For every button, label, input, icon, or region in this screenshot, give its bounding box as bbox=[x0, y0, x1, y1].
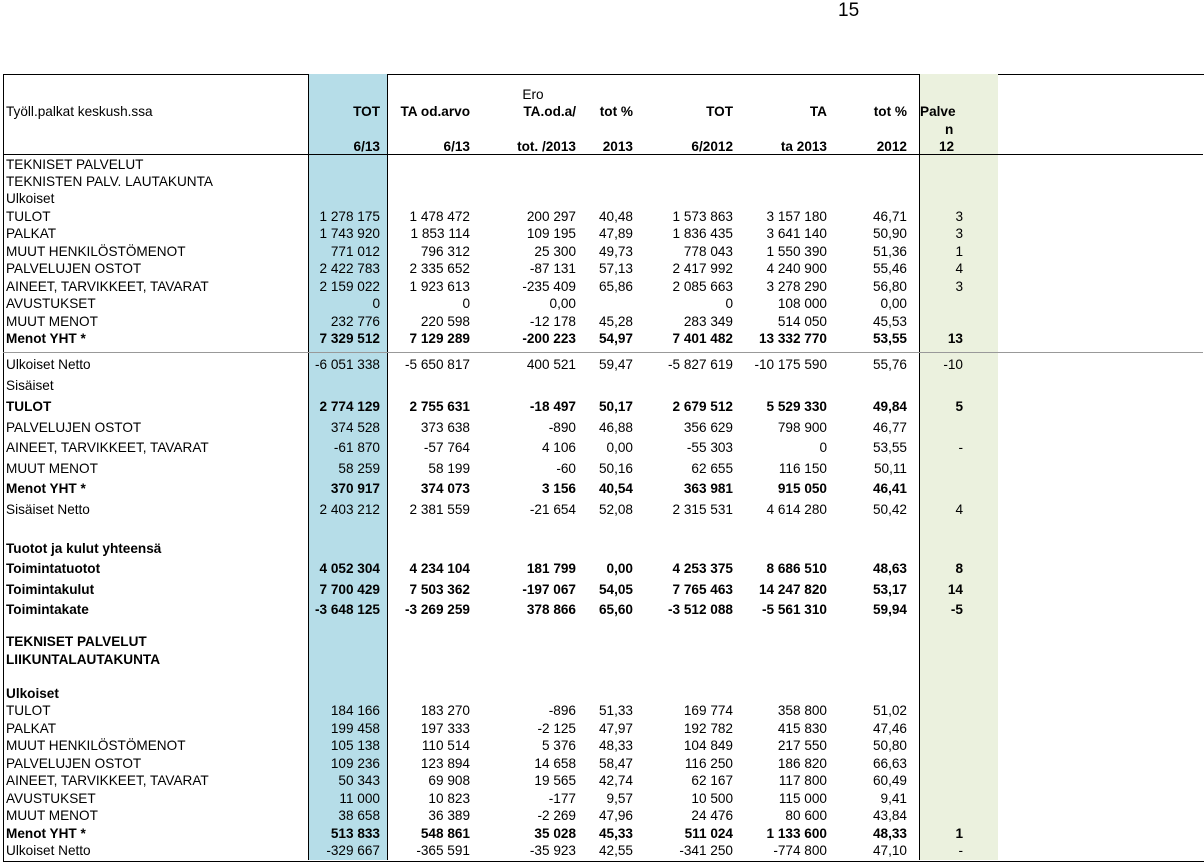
table-cell: 14 247 820 bbox=[758, 582, 827, 597]
header-subcol-2: tot. /2013 bbox=[517, 139, 576, 154]
table-cell: 7 765 463 bbox=[672, 582, 733, 597]
table-cell: 3 641 140 bbox=[766, 226, 827, 241]
table-cell: 62 167 bbox=[691, 773, 733, 788]
table-cell: 58 259 bbox=[338, 461, 380, 476]
table-cell: -200 223 bbox=[522, 331, 576, 346]
table-row bbox=[3, 190, 1203, 207]
table-cell: 220 598 bbox=[420, 314, 470, 329]
table-cell: -55 303 bbox=[686, 440, 733, 455]
table-cell: 46,71 bbox=[872, 209, 907, 224]
table-cell: 1 836 435 bbox=[672, 226, 733, 241]
table-cell: 4 052 304 bbox=[319, 561, 380, 576]
table-row bbox=[3, 581, 1203, 598]
table-cell: -10 bbox=[943, 357, 963, 372]
table-cell: 1 550 390 bbox=[766, 244, 827, 259]
table-row bbox=[3, 755, 1203, 772]
table-cell: -87 131 bbox=[529, 261, 576, 276]
table-cell: 54,05 bbox=[598, 582, 633, 597]
table-cell: -3 512 088 bbox=[667, 602, 733, 617]
table-cell: 48,63 bbox=[872, 561, 907, 576]
table-row bbox=[3, 842, 1203, 859]
table-cell: 13 332 770 bbox=[758, 331, 827, 346]
table-cell: 4 106 bbox=[541, 440, 576, 455]
table-cell: 1 133 600 bbox=[766, 826, 827, 841]
table-cell: 47,46 bbox=[872, 721, 907, 736]
table-row bbox=[3, 460, 1203, 477]
table-row bbox=[3, 737, 1203, 754]
table-row bbox=[3, 156, 1203, 173]
row-label: Sisäiset bbox=[6, 378, 54, 393]
table-row bbox=[3, 651, 1203, 668]
table-cell: 798 900 bbox=[777, 420, 827, 435]
header-col-4: TOT bbox=[706, 104, 733, 119]
table-cell: 771 012 bbox=[330, 244, 380, 259]
table-cell: 36 389 bbox=[428, 808, 470, 823]
table-cell: 2 315 531 bbox=[672, 502, 733, 517]
table-cell: 0,00 bbox=[880, 296, 907, 311]
table-cell: 4 bbox=[955, 502, 963, 517]
table-cell: 50,11 bbox=[873, 461, 907, 476]
table-row bbox=[3, 633, 1203, 650]
table-cell: 25 300 bbox=[534, 244, 576, 259]
table-cell: 11 000 bbox=[339, 791, 380, 806]
table-cell: 42,74 bbox=[598, 773, 633, 788]
header-col-2: TA.od.a/ bbox=[523, 104, 576, 119]
table-cell: 415 830 bbox=[777, 721, 827, 736]
section-divider bbox=[3, 352, 1203, 353]
table-cell: 46,77 bbox=[872, 420, 907, 435]
table-cell: 2 159 022 bbox=[319, 279, 380, 294]
table-cell: 58,47 bbox=[598, 756, 633, 771]
table-cell: 47,96 bbox=[598, 808, 633, 823]
table-cell: 3 bbox=[955, 279, 963, 294]
table-cell: 3 bbox=[955, 209, 963, 224]
header-col-6: tot % bbox=[873, 104, 907, 119]
table-cell: 197 333 bbox=[420, 721, 470, 736]
table-row bbox=[3, 790, 1203, 807]
table-row bbox=[3, 501, 1203, 518]
table-cell: 115 000 bbox=[778, 791, 827, 806]
table-cell: 62 655 bbox=[691, 461, 733, 476]
table-cell: 1 853 114 bbox=[410, 226, 470, 241]
table-cell: -2 269 bbox=[537, 808, 576, 823]
table-cell: 116 150 bbox=[778, 461, 827, 476]
table-cell: 192 782 bbox=[683, 721, 733, 736]
table-cell: -235 409 bbox=[522, 279, 576, 294]
table-cell: -341 250 bbox=[679, 843, 733, 858]
table-cell: 0 bbox=[819, 440, 827, 455]
table-cell: 5 376 bbox=[541, 738, 576, 753]
table-row bbox=[3, 330, 1203, 347]
row-label: AINEET, TARVIKKEET, TAVARAT bbox=[6, 440, 209, 455]
table-row bbox=[3, 295, 1203, 312]
table-cell: -365 591 bbox=[416, 843, 470, 858]
table-cell: 65,60 bbox=[598, 602, 633, 617]
table-cell: 514 050 bbox=[777, 314, 827, 329]
table-cell: 50 343 bbox=[338, 773, 380, 788]
header-col-3: tot % bbox=[599, 104, 633, 119]
table-cell: 915 050 bbox=[777, 481, 827, 496]
table-cell: 0,00 bbox=[606, 440, 633, 455]
table-cell: 24 476 bbox=[691, 808, 733, 823]
table-cell: 4 240 900 bbox=[766, 261, 827, 276]
table-cell: 104 849 bbox=[683, 738, 733, 753]
row-label: LIIKUNTALAUTAKUNTA bbox=[6, 652, 161, 667]
table-cell: 52,08 bbox=[598, 502, 633, 517]
table-cell: 2 085 663 bbox=[672, 279, 733, 294]
table-cell: 1 923 613 bbox=[409, 279, 470, 294]
header-palve-n: n bbox=[945, 122, 954, 137]
table-cell: 50,42 bbox=[872, 502, 907, 517]
table-cell: 53,17 bbox=[872, 582, 907, 597]
table-cell: 778 043 bbox=[683, 244, 733, 259]
table-cell: 19 565 bbox=[534, 773, 576, 788]
table-cell: -2 125 bbox=[537, 721, 576, 736]
table-cell: 2 335 652 bbox=[409, 261, 470, 276]
table-cell: 378 866 bbox=[526, 602, 576, 617]
row-label: TEKNISET PALVELUT bbox=[6, 157, 144, 172]
header-subcol-4: 6/2012 bbox=[691, 139, 733, 154]
table-cell: 3 156 bbox=[541, 481, 576, 496]
table-cell: 105 138 bbox=[330, 738, 380, 753]
table-cell: 109 236 bbox=[330, 756, 380, 771]
table-cell: -61 870 bbox=[333, 440, 380, 455]
table-cell: 80 600 bbox=[785, 808, 827, 823]
table-cell: -197 067 bbox=[522, 582, 576, 597]
table-cell: 186 820 bbox=[777, 756, 827, 771]
table-cell: 373 638 bbox=[420, 420, 470, 435]
table-cell: 40,54 bbox=[598, 481, 633, 496]
table-cell: 58 199 bbox=[428, 461, 470, 476]
table-cell: -10 175 590 bbox=[754, 357, 827, 372]
table-row bbox=[3, 702, 1203, 719]
header-subcol-7: 12 bbox=[939, 139, 955, 154]
table-cell: 69 908 bbox=[428, 773, 470, 788]
table-row bbox=[3, 772, 1203, 789]
header-subcol-3: 2013 bbox=[602, 139, 633, 154]
table-cell: 7 700 429 bbox=[319, 582, 380, 597]
table-cell: 2 679 512 bbox=[672, 399, 733, 414]
table-cell: 2 774 129 bbox=[319, 399, 380, 414]
table-row bbox=[3, 208, 1203, 225]
row-label: TEKNISET PALVELUT bbox=[6, 634, 147, 649]
row-label: AVUSTUKSET bbox=[6, 296, 96, 311]
table-cell: 53,55 bbox=[872, 331, 907, 346]
table-cell: 51,02 bbox=[872, 703, 907, 718]
table-cell: 55,46 bbox=[872, 261, 907, 276]
table-cell: 110 514 bbox=[421, 738, 470, 753]
table-cell: 35 028 bbox=[534, 826, 576, 841]
table-row bbox=[3, 377, 1203, 394]
table-cell: 14 bbox=[947, 582, 963, 597]
table-cell: -896 bbox=[548, 703, 576, 718]
table-cell: 200 297 bbox=[526, 209, 576, 224]
table-cell: -5 561 310 bbox=[761, 602, 827, 617]
table-row bbox=[3, 601, 1203, 618]
page-number: 15 bbox=[838, 0, 860, 21]
table-cell: 117 800 bbox=[778, 773, 827, 788]
table-cell: 3 157 180 bbox=[766, 209, 827, 224]
table-cell: 2 755 631 bbox=[409, 399, 470, 414]
table-cell: 0 bbox=[725, 296, 733, 311]
table-cell: 51,33 bbox=[598, 703, 633, 718]
table-cell: 116 250 bbox=[684, 756, 733, 771]
table-cell: 5 bbox=[955, 399, 963, 414]
table-cell: 184 166 bbox=[330, 703, 380, 718]
table-cell: -5 827 619 bbox=[667, 357, 733, 372]
row-label: PALKAT bbox=[6, 721, 57, 736]
table-cell: 796 312 bbox=[420, 244, 470, 259]
table-cell: 45,53 bbox=[872, 314, 907, 329]
table-cell: 169 774 bbox=[683, 703, 733, 718]
table-cell: -177 bbox=[548, 791, 576, 806]
table-row bbox=[3, 398, 1203, 415]
table-cell: 356 629 bbox=[683, 420, 733, 435]
table-cell: 2 417 992 bbox=[672, 261, 733, 276]
budget-table bbox=[3, 74, 963, 865]
header-row-label: Työll.palkat keskush.ssa bbox=[6, 104, 153, 119]
table-cell: 60,49 bbox=[872, 773, 907, 788]
header-col-5: TA bbox=[809, 104, 827, 119]
row-label: TULOT bbox=[6, 399, 52, 414]
table-cell: 109 195 bbox=[526, 226, 576, 241]
header-subcol-0: 6/13 bbox=[353, 139, 380, 154]
table-cell: 10 500 bbox=[691, 791, 733, 806]
table-cell: 4 614 280 bbox=[766, 502, 827, 517]
table-cell: 199 458 bbox=[330, 721, 380, 736]
table-row bbox=[3, 419, 1203, 436]
table-cell: 370 917 bbox=[330, 481, 380, 496]
table-row bbox=[3, 540, 1203, 557]
table-cell: 50,17 bbox=[598, 399, 633, 414]
table-cell: 55,76 bbox=[872, 357, 907, 372]
table-row bbox=[3, 260, 1203, 277]
row-label: PALVELUJEN OSTOT bbox=[6, 756, 142, 771]
table-cell: 1 bbox=[955, 826, 963, 841]
table-cell: 4 253 375 bbox=[672, 561, 733, 576]
table-cell: 0 bbox=[372, 296, 380, 311]
table-cell: 1 278 175 bbox=[319, 209, 380, 224]
table-cell: - bbox=[958, 843, 963, 858]
row-label: PALVELUJEN OSTOT bbox=[6, 420, 142, 435]
row-label: Ulkoiset Netto bbox=[6, 357, 91, 372]
table-cell: 47,89 bbox=[598, 226, 633, 241]
row-label: Toimintakate bbox=[6, 602, 89, 617]
row-label: Toimintakulut bbox=[6, 582, 95, 597]
table-cell: 65,86 bbox=[598, 279, 633, 294]
row-label: Tuotot ja kulut yhteensä bbox=[6, 541, 162, 556]
table-cell: 5 529 330 bbox=[766, 399, 827, 414]
table-cell: 49,84 bbox=[872, 399, 907, 414]
row-label: MUUT MENOT bbox=[6, 461, 98, 476]
header-col-0: TOT bbox=[353, 104, 380, 119]
table-cell: 400 521 bbox=[526, 357, 576, 372]
table-cell: 363 981 bbox=[683, 481, 733, 496]
table-cell: 108 000 bbox=[777, 296, 827, 311]
table-cell: 513 833 bbox=[330, 826, 380, 841]
table-cell: 7 129 289 bbox=[409, 331, 470, 346]
row-label: MUUT MENOT bbox=[6, 314, 98, 329]
table-cell: 8 686 510 bbox=[766, 561, 827, 576]
table-cell: 9,57 bbox=[606, 791, 633, 806]
table-cell: 40,48 bbox=[598, 209, 633, 224]
table-row bbox=[3, 560, 1203, 577]
table-cell: 50,16 bbox=[598, 461, 633, 476]
table-cell: 183 270 bbox=[420, 703, 470, 718]
table-cell: 7 401 482 bbox=[672, 331, 733, 346]
table-row bbox=[3, 439, 1203, 456]
table-cell: 46,88 bbox=[598, 420, 633, 435]
table-row bbox=[3, 807, 1203, 824]
table-cell: -3 648 125 bbox=[314, 602, 380, 617]
header-col-1: TA od.arvo bbox=[400, 104, 470, 119]
table-cell: 14 658 bbox=[534, 756, 576, 771]
row-label: TULOT bbox=[6, 703, 51, 718]
table-row bbox=[3, 480, 1203, 497]
table-cell: 1 743 920 bbox=[319, 226, 380, 241]
row-label: MUUT HENKILÖSTÖMENOT bbox=[6, 738, 186, 753]
table-cell: 374 073 bbox=[420, 481, 470, 496]
table-row bbox=[3, 278, 1203, 295]
table-cell: 48,33 bbox=[872, 826, 907, 841]
table-row bbox=[3, 825, 1203, 842]
table-cell: -21 654 bbox=[529, 502, 576, 517]
table-row bbox=[3, 313, 1203, 330]
row-label: Sisäiset Netto bbox=[6, 502, 90, 517]
table-cell: 181 799 bbox=[526, 561, 576, 576]
table-cell: 10 823 bbox=[428, 791, 470, 806]
table-cell: 9,41 bbox=[880, 791, 907, 806]
table-row bbox=[3, 243, 1203, 260]
header-subcol-5: ta 2013 bbox=[780, 139, 827, 154]
row-label: AVUSTUKSET bbox=[6, 791, 96, 806]
table-row bbox=[3, 685, 1203, 702]
table-cell: -12 178 bbox=[529, 314, 576, 329]
table-cell: 374 528 bbox=[330, 420, 380, 435]
table-cell: 0 bbox=[462, 296, 470, 311]
row-label: TULOT bbox=[6, 209, 51, 224]
table-cell: 3 278 290 bbox=[766, 279, 827, 294]
table-cell: 1 573 863 bbox=[672, 209, 733, 224]
table-cell: 232 776 bbox=[330, 314, 380, 329]
table-cell: 217 550 bbox=[777, 738, 827, 753]
row-label: Ulkoiset Netto bbox=[6, 843, 91, 858]
table-cell: 1 bbox=[955, 244, 963, 259]
table-cell: -3 269 259 bbox=[404, 602, 470, 617]
table-row bbox=[3, 356, 1203, 373]
table-cell: 0,00 bbox=[606, 561, 633, 576]
table-cell: 8 bbox=[955, 561, 963, 576]
table-cell: 283 349 bbox=[683, 314, 733, 329]
table-cell: 53,55 bbox=[872, 440, 907, 455]
table-cell: 51,36 bbox=[872, 244, 907, 259]
row-label: PALKAT bbox=[6, 226, 57, 241]
table-cell: 1 478 472 bbox=[409, 209, 470, 224]
table-cell: 4 bbox=[955, 261, 963, 276]
row-label: AINEET, TARVIKKEET, TAVARAT bbox=[6, 773, 209, 788]
table-cell: -6 051 338 bbox=[314, 357, 380, 372]
table-cell: 54,97 bbox=[598, 331, 633, 346]
table-cell: 66,63 bbox=[872, 756, 907, 771]
table-cell: 56,80 bbox=[872, 279, 907, 294]
table-cell: 3 bbox=[955, 226, 963, 241]
table-cell: 2 381 559 bbox=[409, 502, 470, 517]
row-label: TEKNISTEN PALV. LAUTAKUNTA bbox=[6, 174, 213, 189]
table-cell: 123 894 bbox=[420, 756, 470, 771]
table-cell: 49,73 bbox=[598, 244, 633, 259]
row-label: Ulkoiset bbox=[6, 686, 59, 701]
table-cell: 59,47 bbox=[598, 357, 633, 372]
row-label: PALVELUJEN OSTOT bbox=[6, 261, 142, 276]
table-cell: -57 764 bbox=[423, 440, 470, 455]
table-cell: 48,33 bbox=[598, 738, 633, 753]
table-cell: 47,10 bbox=[872, 843, 907, 858]
table-cell: -18 497 bbox=[529, 399, 576, 414]
table-cell: 50,80 bbox=[872, 738, 907, 753]
table-cell: 7 329 512 bbox=[319, 331, 380, 346]
table-cell: 57,13 bbox=[598, 261, 633, 276]
table-cell: 548 861 bbox=[420, 826, 470, 841]
table-cell: - bbox=[958, 440, 963, 455]
table-row bbox=[3, 225, 1203, 242]
header-ero: Ero bbox=[522, 87, 544, 102]
table-cell: 43,84 bbox=[872, 808, 907, 823]
header-col-7: Palve bbox=[920, 104, 956, 119]
table-cell: 13 bbox=[947, 331, 963, 346]
table-cell: 45,33 bbox=[598, 826, 633, 841]
row-label: AINEET, TARVIKKEET, TAVARAT bbox=[6, 279, 209, 294]
table-cell: 4 234 104 bbox=[409, 561, 470, 576]
row-label: Menot YHT * bbox=[6, 826, 86, 841]
table-row bbox=[3, 173, 1203, 190]
row-label: MUUT MENOT bbox=[6, 808, 98, 823]
table-cell: -5 bbox=[950, 602, 963, 617]
table-cell: 0,00 bbox=[549, 296, 576, 311]
table-cell: 511 024 bbox=[684, 826, 733, 841]
table-cell: 45,28 bbox=[598, 314, 633, 329]
table-cell: 50,90 bbox=[872, 226, 907, 241]
table-cell: 358 800 bbox=[777, 703, 827, 718]
table-cell: 38 658 bbox=[338, 808, 380, 823]
table-cell: 42,55 bbox=[598, 843, 633, 858]
row-label: MUUT HENKILÖSTÖMENOT bbox=[6, 244, 186, 259]
table-cell: 59,94 bbox=[872, 602, 907, 617]
table-cell: 47,97 bbox=[598, 721, 633, 736]
table-cell: -774 800 bbox=[773, 843, 827, 858]
table-cell: 2 422 783 bbox=[319, 261, 380, 276]
row-label: Toimintatuotot bbox=[6, 561, 101, 576]
table-cell: 7 503 362 bbox=[409, 582, 470, 597]
header-subcol-1: 6/13 bbox=[443, 139, 470, 154]
table-cell: -329 667 bbox=[326, 843, 380, 858]
table-cell: -5 650 817 bbox=[404, 357, 470, 372]
row-label: Menot YHT * bbox=[6, 331, 86, 346]
table-cell: -35 923 bbox=[529, 843, 576, 858]
row-label: Ulkoiset bbox=[6, 191, 55, 206]
table-cell: 2 403 212 bbox=[319, 502, 380, 517]
row-label: Menot YHT * bbox=[6, 481, 86, 496]
table-row bbox=[3, 720, 1203, 737]
table-cell: -890 bbox=[548, 420, 576, 435]
table-cell: 46,41 bbox=[872, 481, 907, 496]
table-cell: -60 bbox=[556, 461, 576, 476]
header-subcol-6: 2012 bbox=[876, 139, 907, 154]
